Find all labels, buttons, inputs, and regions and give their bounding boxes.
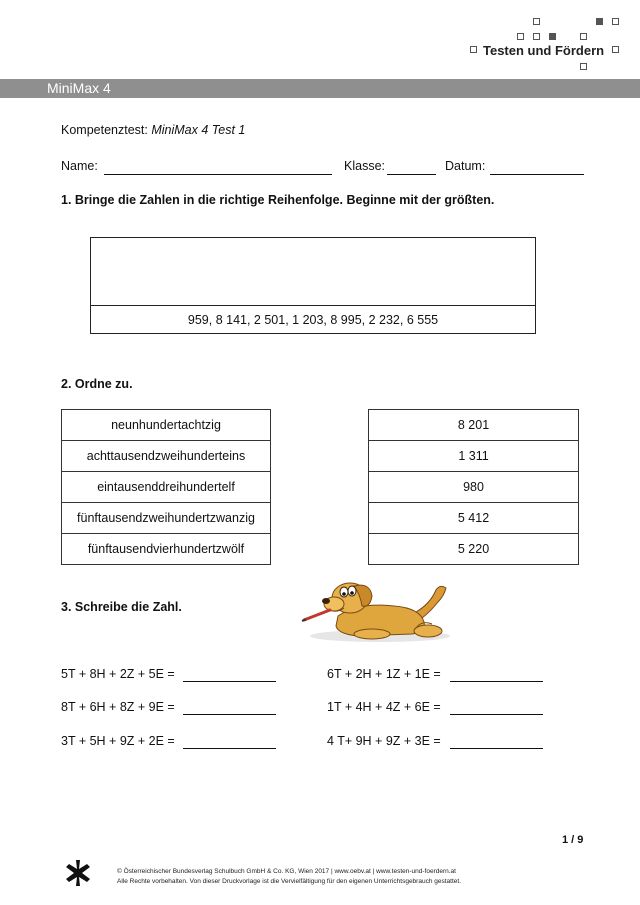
equation: 5T + 8H + 2Z + 5E =: [61, 667, 175, 681]
number-cell[interactable]: 980: [368, 471, 579, 503]
logo-square: [517, 33, 524, 40]
number-cell[interactable]: 8 201: [368, 409, 579, 441]
test-name: MiniMax 4 Test 1: [151, 123, 246, 137]
footer-rights: Alle Rechte vorbehalten. Von dieser Druckvorlage ist die Vervielfältigung für den eigenen Unterrichtsgebrauch gestattet.: [117, 878, 461, 885]
logo-square: [533, 33, 540, 40]
answer-line[interactable]: [183, 714, 276, 715]
word-cell[interactable]: fünftausendvierhundertzwölf: [61, 533, 271, 565]
number-cell[interactable]: 5 412: [368, 502, 579, 534]
task1-answer-area[interactable]: [91, 238, 535, 306]
page-number: 1 / 9: [562, 834, 584, 846]
logo-square: [549, 33, 556, 40]
test-prefix: Kompetenztest:: [61, 123, 148, 137]
logo-square: [596, 18, 603, 25]
answer-line[interactable]: [183, 748, 276, 749]
dog-illustration: [298, 576, 458, 646]
logo-square: [470, 46, 477, 53]
logo-square: [612, 46, 619, 53]
name-field-line[interactable]: [104, 174, 332, 175]
equation: 4 T+ 9H + 9Z + 3E =: [327, 734, 441, 748]
word-cell[interactable]: neunhundertachtzig: [61, 409, 271, 441]
logo-square: [580, 33, 587, 40]
task2-heading: 2. Ordne zu.: [61, 377, 133, 391]
footer-copyright: © Österreichischer Bundesverlag Schulbuch GmbH & Co. KG, Wien 2017 | www.oebv.at | www.testen-und-foerdern.at: [117, 868, 456, 875]
equation: 1T + 4H + 4Z + 6E =: [327, 700, 441, 714]
equation: 8T + 6H + 8Z + 9E =: [61, 700, 175, 714]
logo-text: Testen und Fördern: [483, 43, 605, 58]
number-cell[interactable]: 1 311: [368, 440, 579, 472]
header-title: MiniMax 4: [47, 80, 111, 96]
logo-square: [612, 18, 619, 25]
number-cell[interactable]: 5 220: [368, 533, 579, 565]
word-cell[interactable]: fünftausendzweihundertzwanzig: [61, 502, 271, 534]
task1-heading: 1. Bringe die Zahlen in die richtige Reihenfolge. Beginne mit der größten.: [61, 193, 495, 207]
word-cell[interactable]: eintausenddreihundertelf: [61, 471, 271, 503]
answer-line[interactable]: [450, 748, 543, 749]
task3-heading: 3. Schreibe die Zahl.: [61, 600, 182, 614]
asterisk-logo-icon: [64, 858, 92, 888]
test-line: [61, 123, 245, 137]
answer-line[interactable]: [183, 681, 276, 682]
answer-line[interactable]: [450, 681, 543, 682]
task1-box: [90, 237, 536, 334]
class-label: Klasse:: [344, 159, 385, 173]
name-label: Name:: [61, 159, 98, 173]
date-label: Datum:: [445, 159, 486, 173]
class-field-line[interactable]: [387, 174, 436, 175]
date-field-line[interactable]: [490, 174, 584, 175]
logo-square: [533, 18, 540, 25]
equation: 3T + 5H + 9Z + 2E =: [61, 734, 175, 748]
answer-line[interactable]: [450, 714, 543, 715]
word-cell[interactable]: achttausendzweihunderteins: [61, 440, 271, 472]
task1-numbers: 959, 8 141, 2 501, 1 203, 8 995, 2 232, 6 555: [187, 313, 439, 327]
equation: 6T + 2H + 1Z + 1E =: [327, 667, 441, 681]
logo-square: [580, 63, 587, 70]
